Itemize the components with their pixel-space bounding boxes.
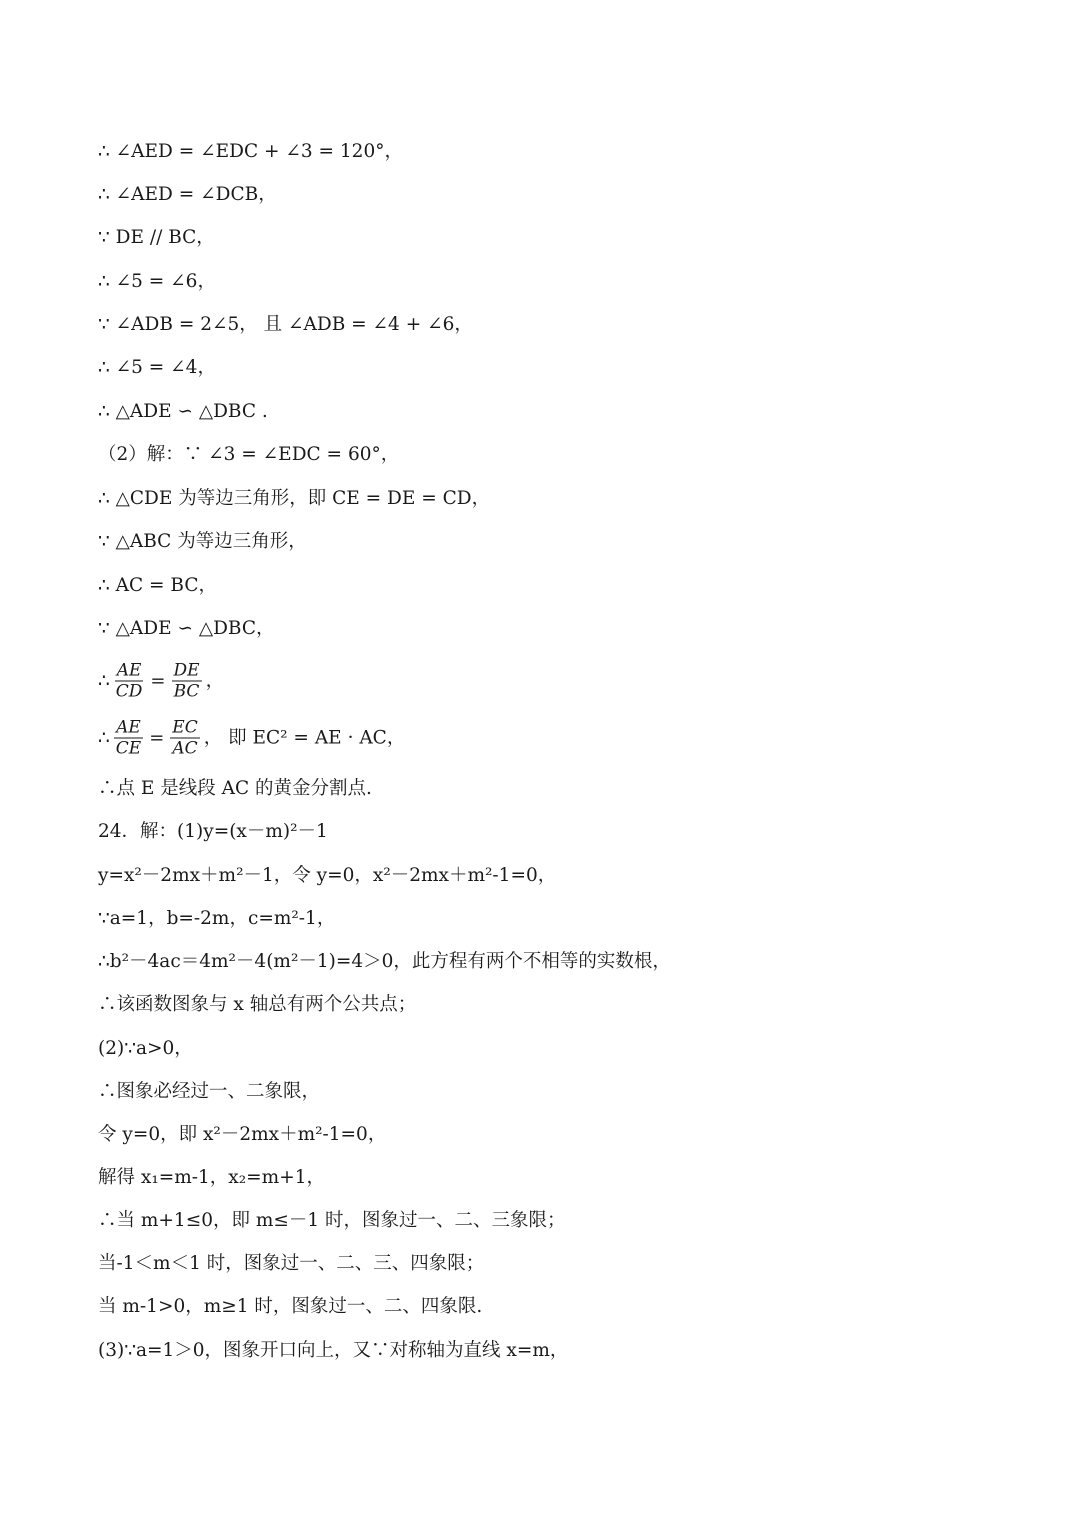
proof-line: 当-1＜m＜1 时，图象过一、二、三、四象限；: [98, 1253, 485, 1274]
proof-line: ∴点 E 是线段 AC 的黄金分割点.: [98, 778, 372, 799]
proof-line: ∴ ∠AED = ∠DCB，: [98, 184, 277, 205]
denominator: CE: [115, 738, 142, 759]
proof-line: (2)∵a>0，: [98, 1038, 193, 1059]
fraction: [114, 718, 143, 759]
proof-line: ∴ AC = BC，: [98, 575, 218, 596]
fraction-line: [98, 718, 405, 759]
proof-line: ∵ △ABC 为等边三角形，: [98, 531, 307, 552]
therefore-symbol: ∴: [98, 670, 110, 691]
solution-heading: 24．解：(1)y=(x－m)²－1: [98, 821, 328, 842]
numerator: AE: [116, 660, 142, 681]
proof-line: ∵ DE // BC，: [98, 227, 215, 248]
denominator: CD: [115, 681, 143, 702]
line-tail: ，: [205, 670, 225, 691]
proof-line: ∴b²－4ac＝4m²－4(m²－1)=4＞0，此方程有两个不相等的实数根，: [98, 951, 671, 972]
proof-line: ∴ ∠5 = ∠4，: [98, 357, 216, 378]
denominator: BC: [173, 681, 200, 702]
proof-line: ∵ ∠ADB = 2∠5， 且 ∠ADB = ∠4 + ∠6，: [98, 314, 473, 335]
numerator: AE: [116, 717, 141, 738]
proof-line: 解得 x₁=m-1，x₂=m+1，: [98, 1167, 325, 1188]
proof-line: ∵a=1，b=-2m，c=m²-1，: [98, 908, 336, 929]
therefore-symbol: ∴: [98, 727, 110, 748]
proof-line: y=x²－2mx＋m²－1，令 y=0，x²－2mx＋m²-1=0，: [98, 865, 557, 886]
proof-line: （2）解：∵ ∠3 = ∠EDC = 60°，: [98, 444, 400, 465]
numerator: EC: [172, 717, 198, 738]
proof-line: ∵ △ADE ∽ △DBC，: [98, 618, 275, 639]
denominator: AC: [172, 738, 198, 759]
proof-line: (3)∵a=1＞0，图象开口向上，又∵对称轴为直线 x=m，: [98, 1340, 569, 1361]
proof-line: ∴该函数图象与 x 轴总有两个公共点；: [98, 994, 417, 1015]
proof-line: ∴ ∠AED = ∠EDC + ∠3 = 120°，: [98, 141, 403, 162]
line-tail: ， 即 EC² = AE · AC，: [203, 727, 406, 748]
proof-line: 令 y=0，即 x²－2mx＋m²-1=0，: [98, 1124, 387, 1145]
equals-sign: =: [149, 727, 165, 748]
proof-line: ∴图象必经过一、二象限，: [98, 1081, 321, 1102]
proof-line: ∴当 m+1≤0，即 m≤－1 时，图象过一、二、三象限；: [98, 1210, 566, 1231]
fraction-line: [98, 661, 224, 702]
numerator: DE: [173, 660, 200, 681]
proof-line: 当 m-1>0，m≥1 时，图象过一、二、四象限.: [98, 1296, 483, 1317]
proof-line: ∴ △CDE 为等边三角形，即 CE = DE = CD，: [98, 488, 491, 509]
fraction: [114, 661, 145, 702]
fraction: [170, 718, 199, 759]
fraction: [172, 661, 202, 702]
equals-sign: =: [150, 670, 166, 691]
proof-line: ∴ △ADE ∽ △DBC .: [98, 401, 268, 422]
proof-line: ∴ ∠5 = ∠6，: [98, 271, 216, 292]
